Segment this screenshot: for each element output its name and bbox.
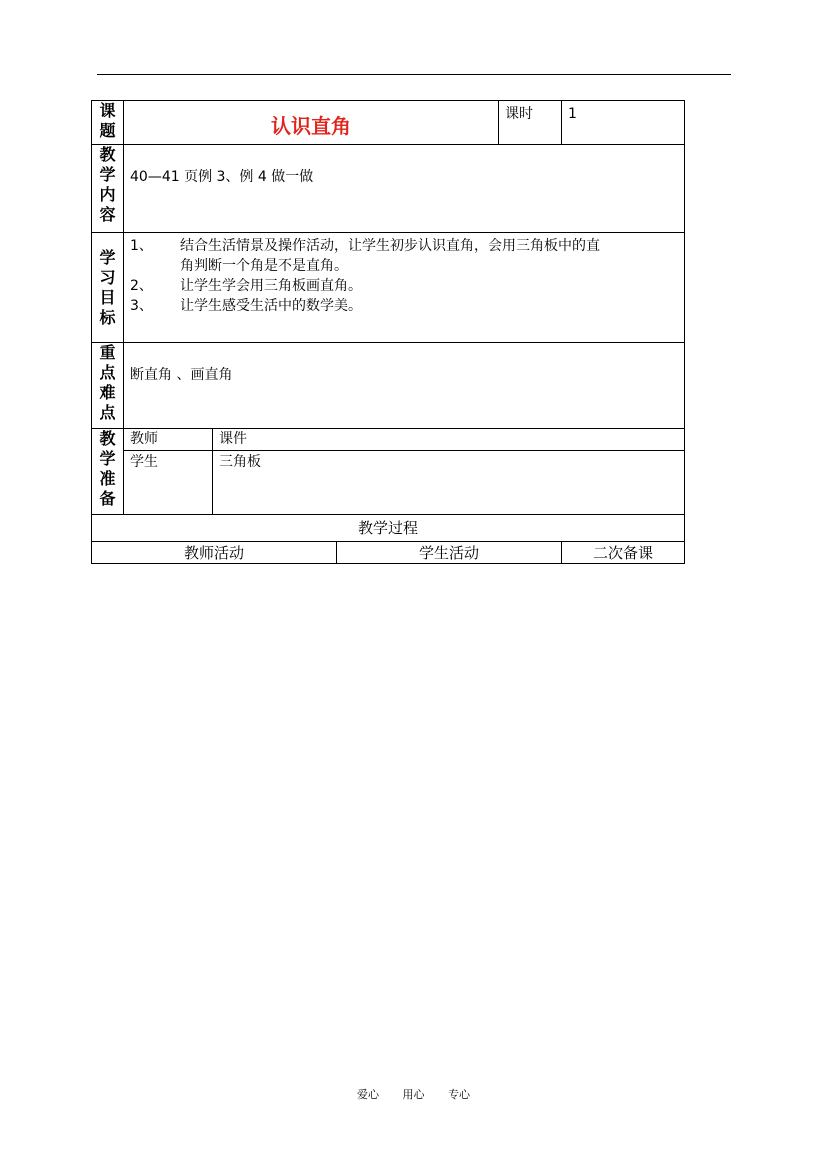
footer-motto: 专心 (448, 1088, 470, 1101)
prep-teacher-row (92, 429, 685, 451)
prep-who: 学生 (124, 451, 213, 515)
goals-label: 学 习 目 标 (92, 233, 124, 343)
teacher-activity-header: 教师活动 (92, 542, 337, 564)
hours-label: 课时 (499, 101, 562, 145)
prep-item: 三角板 (213, 451, 685, 515)
goal-item: 1、 结合生活情景及操作活动，让学生初步认识直角，会用三角板中的直 (130, 238, 600, 254)
page-footer (0, 1086, 827, 1102)
key-points-label: 重 点 难 点 (92, 343, 124, 429)
footer-motto: 爱心 (357, 1088, 379, 1101)
prep-student-row (92, 451, 685, 515)
prep-who: 教师 (124, 429, 213, 451)
content-label: 教 学 内 容 (92, 145, 124, 233)
title-label: 课 题 (92, 101, 124, 145)
goal-item: 2、 让学生学会用三角板画直角。 (130, 278, 362, 294)
prep-label: 教 学 准 备 (92, 429, 124, 515)
goal-item-continuation: 角判断一个角是不是直角。 (180, 258, 348, 274)
hours-value: 1 (562, 101, 685, 145)
process-row (92, 515, 685, 542)
goal-item: 3、 让学生感受生活中的数学美。 (130, 298, 362, 314)
process-title: 教学过程 (92, 515, 685, 542)
title-row (92, 101, 685, 145)
prep-item: 课件 (213, 429, 685, 451)
goals-list (124, 233, 685, 343)
student-activity-header: 学生活动 (337, 542, 562, 564)
lesson-plan-table (91, 100, 685, 564)
key-points-row (92, 343, 685, 429)
second-prep-header: 二次备课 (562, 542, 685, 564)
lesson-title: 认识直角 (124, 101, 499, 145)
key-points-text: 断直角 、画直角 (124, 343, 685, 429)
content-text: 40—41 页例 3、例 4 做一做 (124, 145, 685, 233)
footer-motto: 用心 (402, 1088, 425, 1101)
header-rule (97, 74, 731, 75)
content-row (92, 145, 685, 233)
activity-header-row (92, 542, 685, 564)
goals-row (92, 233, 685, 343)
